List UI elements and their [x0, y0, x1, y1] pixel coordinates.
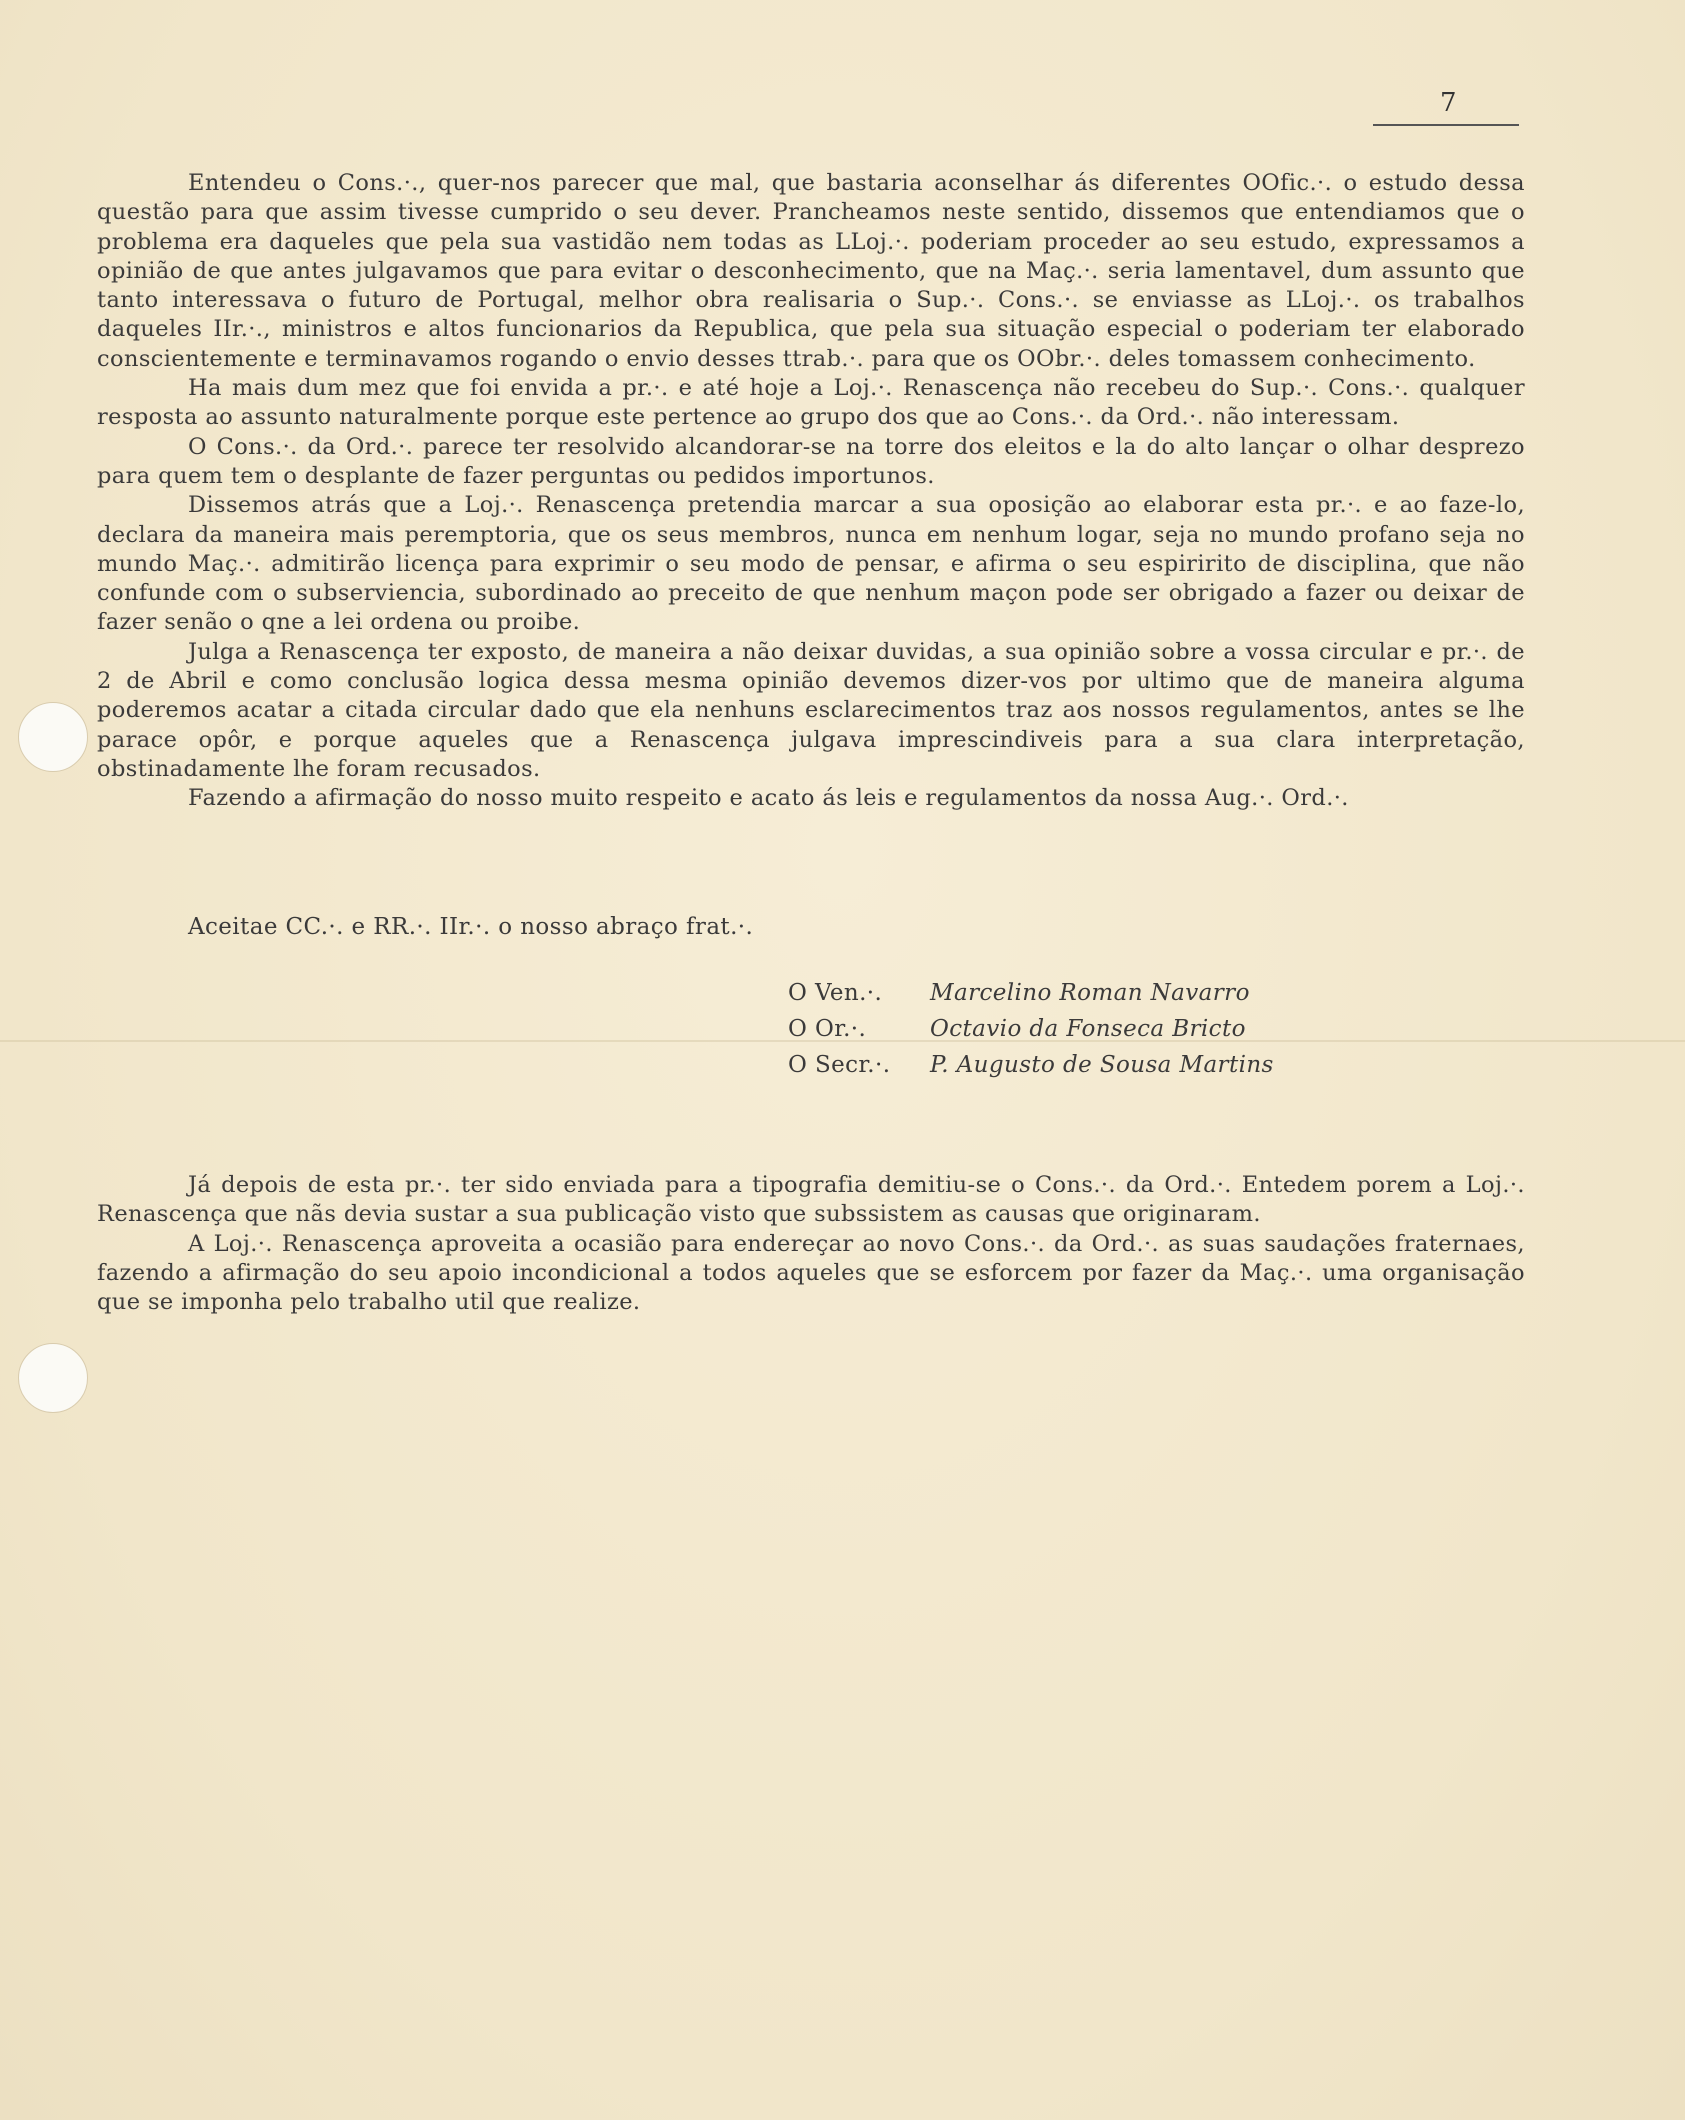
paragraph: Entendeu o Cons.·., quer-nos parecer que mal, que bastaria aconselhar ás diferentes OOfic.·. o estudo dessa questão para que assim tivesse cumprido o seu dever. Prancheamos neste sentido, dissemos que entendiamos que o problema era daqueles que pela sua vastidão nem todas as LLoj.·. poderiam proceder ao seu estudo, expressamos a opinião de que antes julgavamos que para evitar o desconhecimento, que na Maç.·. seria lamentavel, dum assunto que tanto interessava o futuro de Portugal, melhor obra realisaria o Sup.·. Cons.·. se enviasse as LLoj.·. os trabalhos daqueles IIr.·., ministros e altos funcionarios da Republica, que pela sua situação especial o poderiam ter elaborado conscientemente e terminavamos rogando o envio desses ttrab.·. para que os OObr.·. deles tomassem conhecimento. — [97, 170, 1525, 372]
signer-name: Marcelino Roman Navarro — [930, 980, 1250, 1006]
paragraph: Julga a Renascença ter exposto, de maneira a não deixar duvidas, a sua opinião sobre a vossa circular e pr.·. de 2 de Abril e como conclusão logica dessa mesma opinião devemos dizer-vos por ultimo que de maneira alguma poderemos acatar a citada circular dado que ela nenhuns esclarecimentos traz aos nossos regulamentos, antes se lhe parace opôr, e porque aqueles que a Renascença julgava imprescindiveis para a sua clara interpretação, obstinadamente lhe foram recusados. — [97, 638, 1525, 782]
signature-block — [788, 975, 1274, 1083]
page-number-rule — [1373, 124, 1519, 126]
paragraph: Fazendo a afirmação do nosso muito respeito e acato ás leis e regulamentos da nossa Aug.·. Ord.·. — [188, 785, 1349, 812]
postscript — [97, 1171, 1525, 1317]
paragraph: Ha mais dum mez que foi envida a pr.·. e até hoje a Loj.·. Renascença não recebeu do Sup.·. Cons.·. qualquer resposta ao assunto naturalmente porque este pertence ao grupo dos que ao Cons.·. da Ord.·. não interessam. — [97, 375, 1525, 431]
paragraph: Já depois de esta pr.·. ter sido enviada para a tipografia demitiu-se o Cons.·. da Ord.·. Entedem porem a Loj.·. Renascença que nãs devia sustar a sua publicação visto que subssistem as causas que originaram. — [97, 1172, 1525, 1228]
signer-title: O Ven.·. — [788, 980, 883, 1006]
signature-row — [788, 975, 1274, 1011]
letter-body — [97, 169, 1525, 814]
closing-greeting: Aceitae CC.·. e RR.·. IIr.·. o nosso abraço frat.·. — [188, 914, 754, 940]
signature-row — [788, 1011, 1274, 1047]
paragraph: Dissemos atrás que a Loj.·. Renascença pretendia marcar a sua oposição ao elaborar esta pr.·. e ao faze-lo, declara da maneira mais peremptoria, que os seus membros, nunca em nenhum logar, seja no mundo profano seja no mundo Maç.·. admitirão licença para exprimir o seu modo de pensar, e afirma o seu espiririto de disciplina, que não confunde com o subserviencia, subordinado ao preceito de que nenhum maçon pode ser obrigado a fazer ou deixar de fazer senão o qne a lei ordena ou proibe. — [97, 492, 1525, 636]
signer-title: O Secr.·. — [788, 1052, 891, 1078]
page-number: 7 — [1440, 88, 1457, 118]
paragraph: A Loj.·. Renascença aproveita a ocasião para endereçar ao novo Cons.·. da Ord.·. as suas saudações fraternaes, fazendo a afirmação do seu apoio incondicional a todos aqueles que se esforcem por fazer da Maç.·. uma organisação que se imponha pelo trabalho util que realize. — [97, 1230, 1525, 1316]
signature-row — [788, 1047, 1274, 1083]
signer-title: O Or.·. — [788, 1016, 867, 1042]
signer-name: Octavio da Fonseca Bricto — [930, 1016, 1246, 1042]
punch-hole-icon — [18, 702, 88, 772]
punch-hole-icon — [18, 1343, 88, 1413]
signer-name: P. Augusto de Sousa Martins — [930, 1052, 1274, 1078]
paragraph: O Cons.·. da Ord.·. parece ter resolvido alcandorar-se na torre dos eleitos e la do alto lançar o olhar desprezo para quem tem o desplante de fazer perguntas ou pedidos importunos. — [97, 433, 1525, 489]
